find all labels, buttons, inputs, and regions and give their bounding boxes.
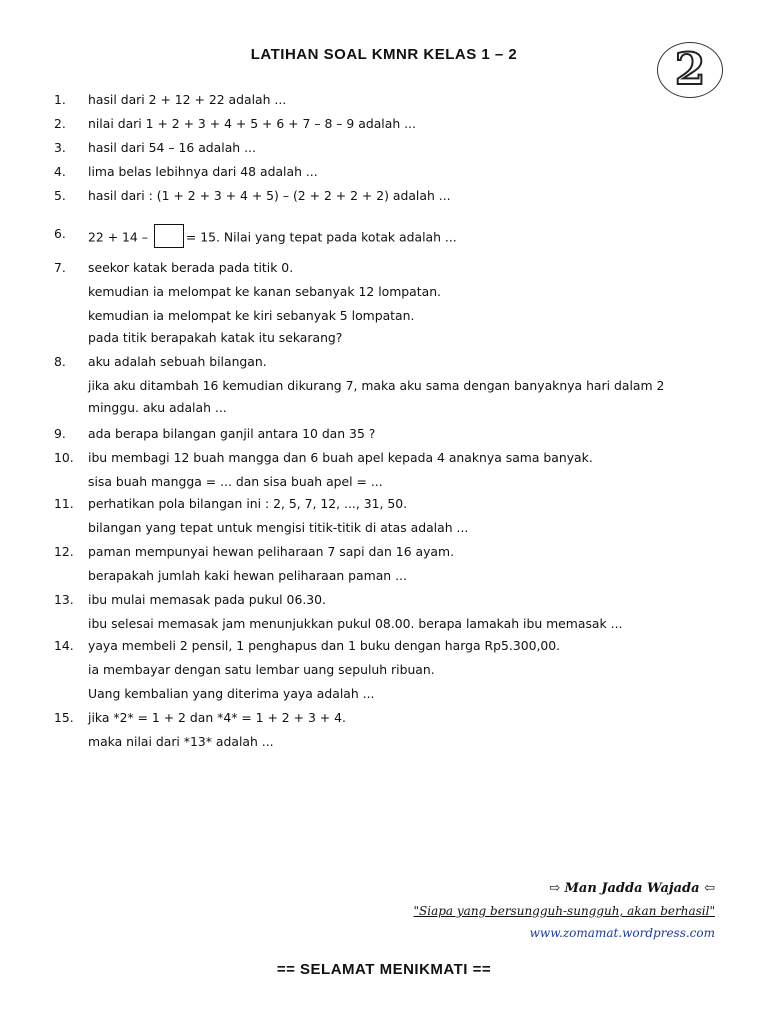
question-number: 8.: [54, 354, 66, 369]
question-text: ibu mulai memasak pada pukul 06.30.: [88, 592, 326, 607]
question-text: jika *2* = 1 + 2 dan *4* = 1 + 2 + 3 + 4.: [88, 710, 346, 725]
question-text: ibu membagi 12 buah mangga dan 6 buah apel kepada 4 anaknya sama banyak.: [88, 450, 593, 465]
question-number: 12.: [54, 544, 74, 559]
question-number: 15.: [54, 710, 74, 725]
question-number: 4.: [54, 164, 66, 179]
question-text: jika aku ditambah 16 kemudian dikurang 7, maka aku sama dengan banyaknya hari dalam 2: [88, 378, 665, 393]
question-number: 2.: [54, 116, 66, 131]
question-text: bilangan yang tepat untuk mengisi titik-titik di atas adalah ...: [88, 520, 469, 535]
question-text: sisa buah mangga = ... dan sisa buah apel = ...: [88, 474, 383, 489]
question-text: ia membayar dengan satu lembar uang sepuluh ribuan.: [88, 662, 435, 677]
question-text: paman mempunyai hewan peliharaan 7 sapi dan 16 ayam.: [88, 544, 455, 559]
question-text: nilai dari 1 + 2 + 3 + 4 + 5 + 6 + 7 – 8 – 9 adalah ...: [88, 116, 416, 131]
question-text: yaya membeli 2 pensil, 1 penghapus dan 1 buku dengan harga Rp5.300,00.: [88, 638, 561, 653]
question-text: perhatikan pola bilangan ini : 2, 5, 7, 12, ..., 31, 50.: [88, 496, 408, 511]
footer-text: == SELAMAT MENIKMATI ==: [276, 961, 492, 978]
question-number: 9.: [54, 426, 66, 441]
question-text: Uang kembalian yang diterima yaya adalah ...: [88, 686, 375, 701]
motto: ⇨ Man Jadda Wajada ⇦: [549, 881, 715, 896]
level-badge-number: 2: [674, 44, 706, 95]
question-text: hasil dari 2 + 12 + 22 adalah ...: [88, 92, 287, 107]
question-text: hasil dari : (1 + 2 + 3 + 4 + 5) – (2 + 2 + 2 + 2) adalah ...: [88, 188, 451, 203]
question-number: 3.: [54, 140, 66, 155]
question-number: 10.: [54, 450, 74, 465]
question-text: minggu. aku adalah ...: [88, 400, 227, 415]
answer-box: [154, 224, 184, 248]
question-text: ada berapa bilangan ganjil antara 10 dan 35 ?: [88, 426, 376, 441]
question-text: ibu selesai memasak jam menunjukkan pukul 08.00. berapa lamakah ibu memasak ...: [88, 616, 623, 631]
question-number: 6.: [54, 226, 66, 241]
question-text: maka nilai dari *13* adalah ...: [88, 734, 274, 749]
question-number: 14.: [54, 638, 74, 653]
motto-quote: "Siapa yang bersungguh-sungguh, akan berhasil": [413, 904, 715, 918]
question-number: 7.: [54, 260, 66, 275]
question-text: seekor katak berada pada titik 0.: [88, 260, 294, 275]
level-badge: [657, 42, 723, 98]
question-text: [88, 226, 457, 250]
question-text: aku adalah sebuah bilangan.: [88, 354, 267, 369]
question-number: 11.: [54, 496, 74, 511]
question-number: 5.: [54, 188, 66, 203]
question-number: 13.: [54, 592, 74, 607]
question-text: pada titik berapakah katak itu sekarang?: [88, 330, 343, 345]
question-text: hasil dari 54 – 16 adalah ...: [88, 140, 256, 155]
question-text-before-box: 22 + 14 –: [88, 229, 152, 245]
page-title: LATIHAN SOAL KMNR KELAS 1 – 2: [250, 46, 518, 63]
question-text: lima belas lebihnya dari 48 adalah ...: [88, 164, 318, 179]
question-text: kemudian ia melompat ke kiri sebanyak 5 lompatan.: [88, 308, 415, 323]
question-text: berapakah jumlah kaki hewan peliharaan paman ...: [88, 568, 407, 583]
question-number: 1.: [54, 92, 66, 107]
website-link[interactable]: www.zomamat.wordpress.com: [529, 926, 715, 940]
question-text-after-box: = 15. Nilai yang tepat pada kotak adalah ...: [185, 229, 457, 245]
question-text: kemudian ia melompat ke kanan sebanyak 12 lompatan.: [88, 284, 441, 299]
